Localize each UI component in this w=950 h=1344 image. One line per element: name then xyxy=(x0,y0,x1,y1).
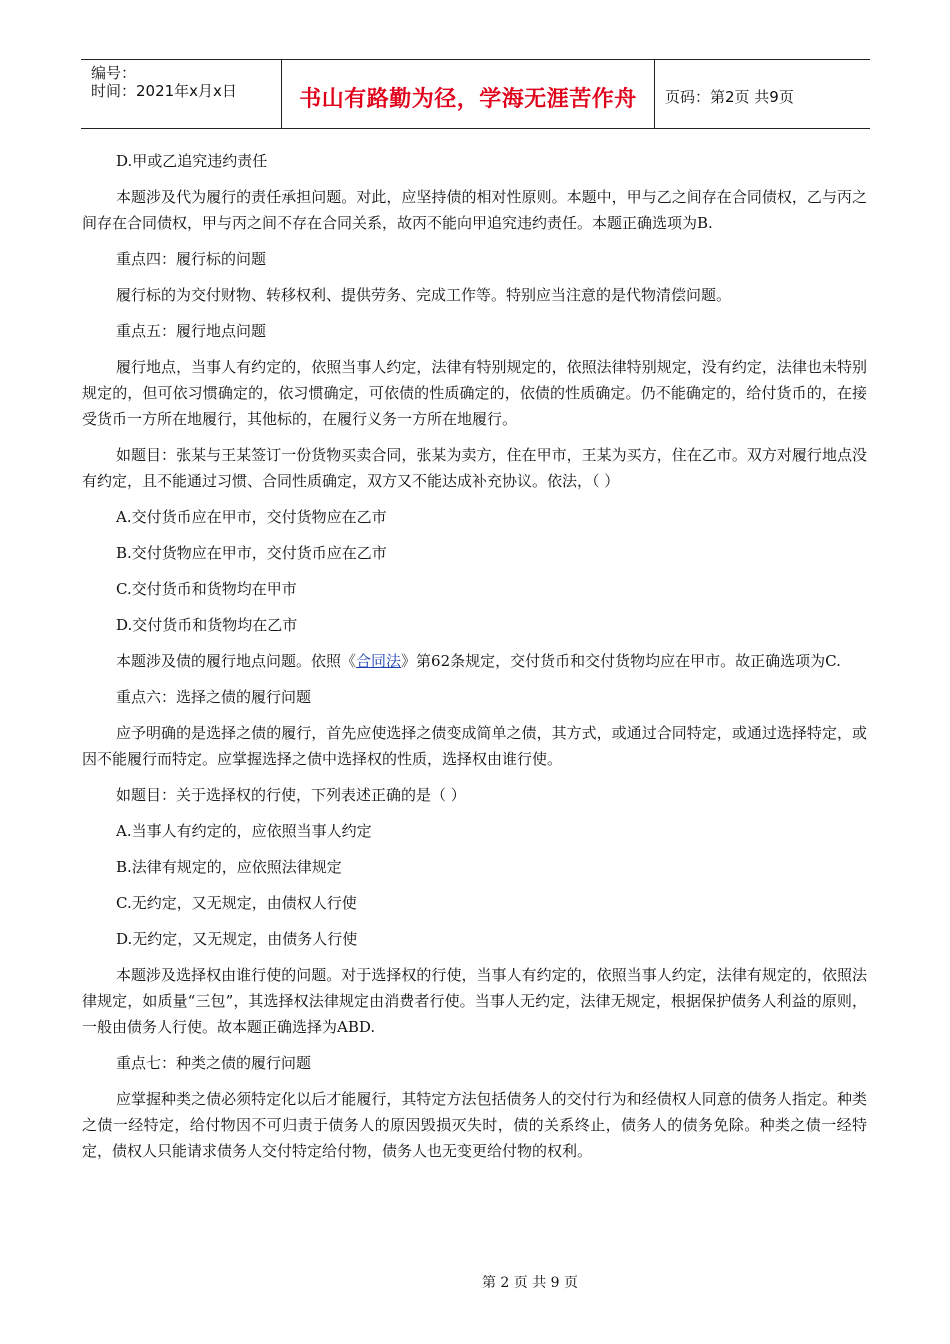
option-b: B.法律有规定的，应依照法律规定 xyxy=(116,858,342,876)
text-fragment: 本题涉及债的履行地点问题。依照《 xyxy=(116,652,357,670)
body-paragraph: 履行标的为交付财物、转移权利、提供劳务、完成工作等。特别应当注意的是代物清偿问题。 xyxy=(116,286,732,304)
contract-law-link[interactable]: 合同法 xyxy=(356,652,402,670)
section-heading: 重点七：种类之债的履行问题 xyxy=(116,1054,312,1072)
option-a: A.当事人有约定的，应依照当事人约定 xyxy=(116,822,372,840)
header-motto: 书山有路勤为径，学海无涯苦作舟 xyxy=(299,87,637,112)
question-text: 如题目：关于选择权的行使，下列表述正确的是（ ） xyxy=(116,786,466,804)
header-page-cell xyxy=(655,60,870,128)
document-time: 时间：2021年x月x日 xyxy=(91,82,237,100)
body-paragraph: 履行地点，当事人有约定的，依照当事人约定，法律有特别规定的，依照法律特别规定，没有约定，法律也未特别规定的，但可依习惯确定的，依习惯确定，可依债的性质确定的，依债的性质确定。仍不能确定的，给付货币的，在接受货币一方所在地履行，其他标的，在履行义务一方所在地履行。 xyxy=(82,358,867,428)
question-text: 如题目：张某与王某签订一份货物买卖合同，张某为卖方，住在甲市，王某为买方，住在乙市。双方对履行地点没有约定，且不能通过习惯、合同性质确定，双方又不能达成补充协议。依法，（ ） xyxy=(82,446,867,490)
option-c: C.无约定，又无规定，由债权人行使 xyxy=(116,894,357,912)
section-heading: 重点六：选择之债的履行问题 xyxy=(116,688,312,706)
body-paragraph: 应予明确的是选择之债的履行，首先应使选择之债变成简单之债，其方式，或通过合同特定，或通过选择特定，或因不能履行而特定。应掌握选择之债中选择权的性质，选择权由谁行使。 xyxy=(82,724,867,768)
document-number: 编号： xyxy=(91,64,137,82)
text-fragment: 》第62条规定，交付货币和交付货物均应在甲市。故正确选项为C. xyxy=(401,652,841,670)
answer-explanation: 本题涉及代为履行的责任承担问题。对此，应坚持债的相对性原则。本题中，甲与乙之间存在合同债权，乙与丙之间存在合同债权，甲与丙之间不存在合同关系，故丙不能向甲追究违约责任。本题正确选项为B. xyxy=(82,188,867,232)
option-d-prev: D.甲或乙追究违约责任 xyxy=(116,152,268,170)
header-page-info: 页码：第2页 共9页 xyxy=(665,88,794,106)
section-heading: 重点四：履行标的问题 xyxy=(116,250,267,268)
option-c: C.交付货币和货物均在甲市 xyxy=(116,580,297,598)
option-b: B.交付货物应在甲市，交付货币应在乙市 xyxy=(116,544,387,562)
body-paragraph: 应掌握种类之债必须特定化以后才能履行，其特定方法包括债务人的交付行为和经债权人同意的债务人指定。种类之债一经特定，给付物因不可归责于债务人的原因毁损灭失时，债的关系终止，债务人的债务免除。种类之债一经特定，债权人只能请求债务人交付特定给付物，债务人也无变更给付物的权利。 xyxy=(82,1090,867,1160)
answer-explanation xyxy=(82,648,867,674)
header-meta xyxy=(81,60,282,128)
document-body xyxy=(82,148,867,1174)
option-d: D.交付货币和货物均在乙市 xyxy=(116,616,298,634)
page-footer: 第 2 页 共 9 页 xyxy=(481,1275,579,1291)
option-d: D.无约定，又无规定，由债务人行使 xyxy=(116,930,358,948)
option-a: A.交付货币应在甲市，交付货物应在乙市 xyxy=(116,508,387,526)
answer-explanation: 本题涉及选择权由谁行使的问题。对于选择权的行使，当事人有约定的，依照当事人约定，法律有规定的，依照法律规定，如质量“三包”，其选择权法律规定由消费者行使。当事人无约定，法律无规定，根据保护债务人利益的原则，一般由债务人行使。故本题正确选择为ABD. xyxy=(82,966,867,1036)
section-heading: 重点五：履行地点问题 xyxy=(116,322,267,340)
page-header xyxy=(81,59,870,129)
header-motto-cell xyxy=(282,60,655,128)
